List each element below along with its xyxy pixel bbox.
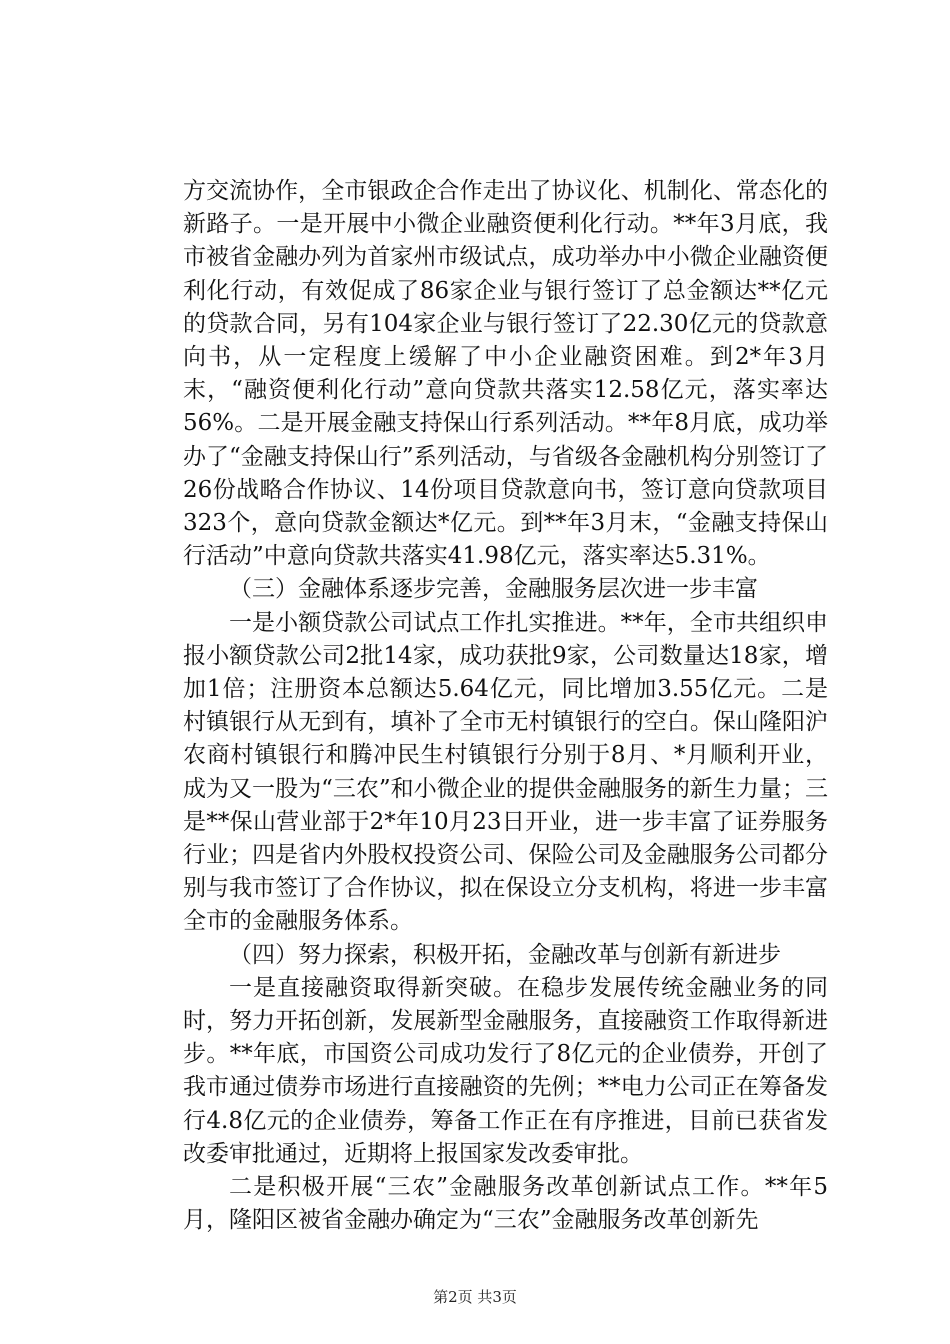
page-number-footer: 第2页 共3页 — [433, 1288, 517, 1306]
section-heading-3: （三）金融体系逐步完善，金融服务层次进一步丰富 — [229, 576, 758, 603]
document-body — [183, 175, 828, 1238]
paragraph-continuation: 方交流协作，全市银政企合作走出了协议化、机制化、常态化的新路子。一是开展中小微企业融资便利化行动。**年3月底，我市被省金融办列为首家州市级试点，成功举办中小微企业融资便利化行动，有效促成了86家企业与银行签订了总金额达**亿元的贷款合同，另有104家企业与银行签订了22.30亿元的贷款意向书，从一定程度上缓解了中小企业融资困难。到2*年3月末，“融资便利化行动”意向贷款共落实12.58亿元，落实率达56%。二是开展金融支持保山行系列活动。**年8月底，成功举办了“金融支持保山行”系列活动，与省级各金融机构分别签订了26份战略合作协议、14份项目贷款意向书，签订意向贷款项目323个，意向贷款金额达*亿元。到**年3月末，“金融支持保山行活动”中意向贷款共落实41.98亿元，落实率达5.31%。 — [183, 178, 828, 570]
paragraph-direct-financing: 一是直接融资取得新突破。在稳步发展传统金融业务的同时，努力开拓创新，发展新型金融服务，直接融资工作取得新进步。**年底，市国资公司成功发行了8亿元的企业债券，开创了我市通过债券市场进行直接融资的先例；**电力公司正在筹备发行4.8亿元的企业债券，筹备工作正在有序推进，目前已获省发改委审批通过，近期将上报国家发改委审批。 — [183, 974, 828, 1167]
paragraph-financial-system: 一是小额贷款公司试点工作扎实推进。**年，全市共组织申报小额贷款公司2批14家，成功获批9家，公司数量达18家，增加1倍；注册资本总额达5.64亿元，同比增加3.55亿元。二是村镇银行从无到有，填补了全市无村镇银行的空白。保山隆阳沪农商村镇银行和腾冲民生村镇银行分别于8月、*月顺利开业，成为又一股为“三农”和小微企业的提供金融服务的新生力量；三是**保山营业部于2*年10月23日开业，进一步丰富了证券服务行业；四是省内外股权投资公司、保险公司及金融服务公司都分别与我市签订了合作协议，拟在保设立分支机构，将进一步丰富全市的金融服务体系。 — [183, 609, 828, 935]
paragraph-rural-finance: 二是积极开展“三农”金融服务改革创新试点工作。**年5月，隆阳区被省金融办确定为“三农”金融服务改革创新先 — [183, 1174, 828, 1234]
section-heading-4: （四）努力探索，积极开拓，金融改革与创新有新进步 — [229, 941, 781, 968]
